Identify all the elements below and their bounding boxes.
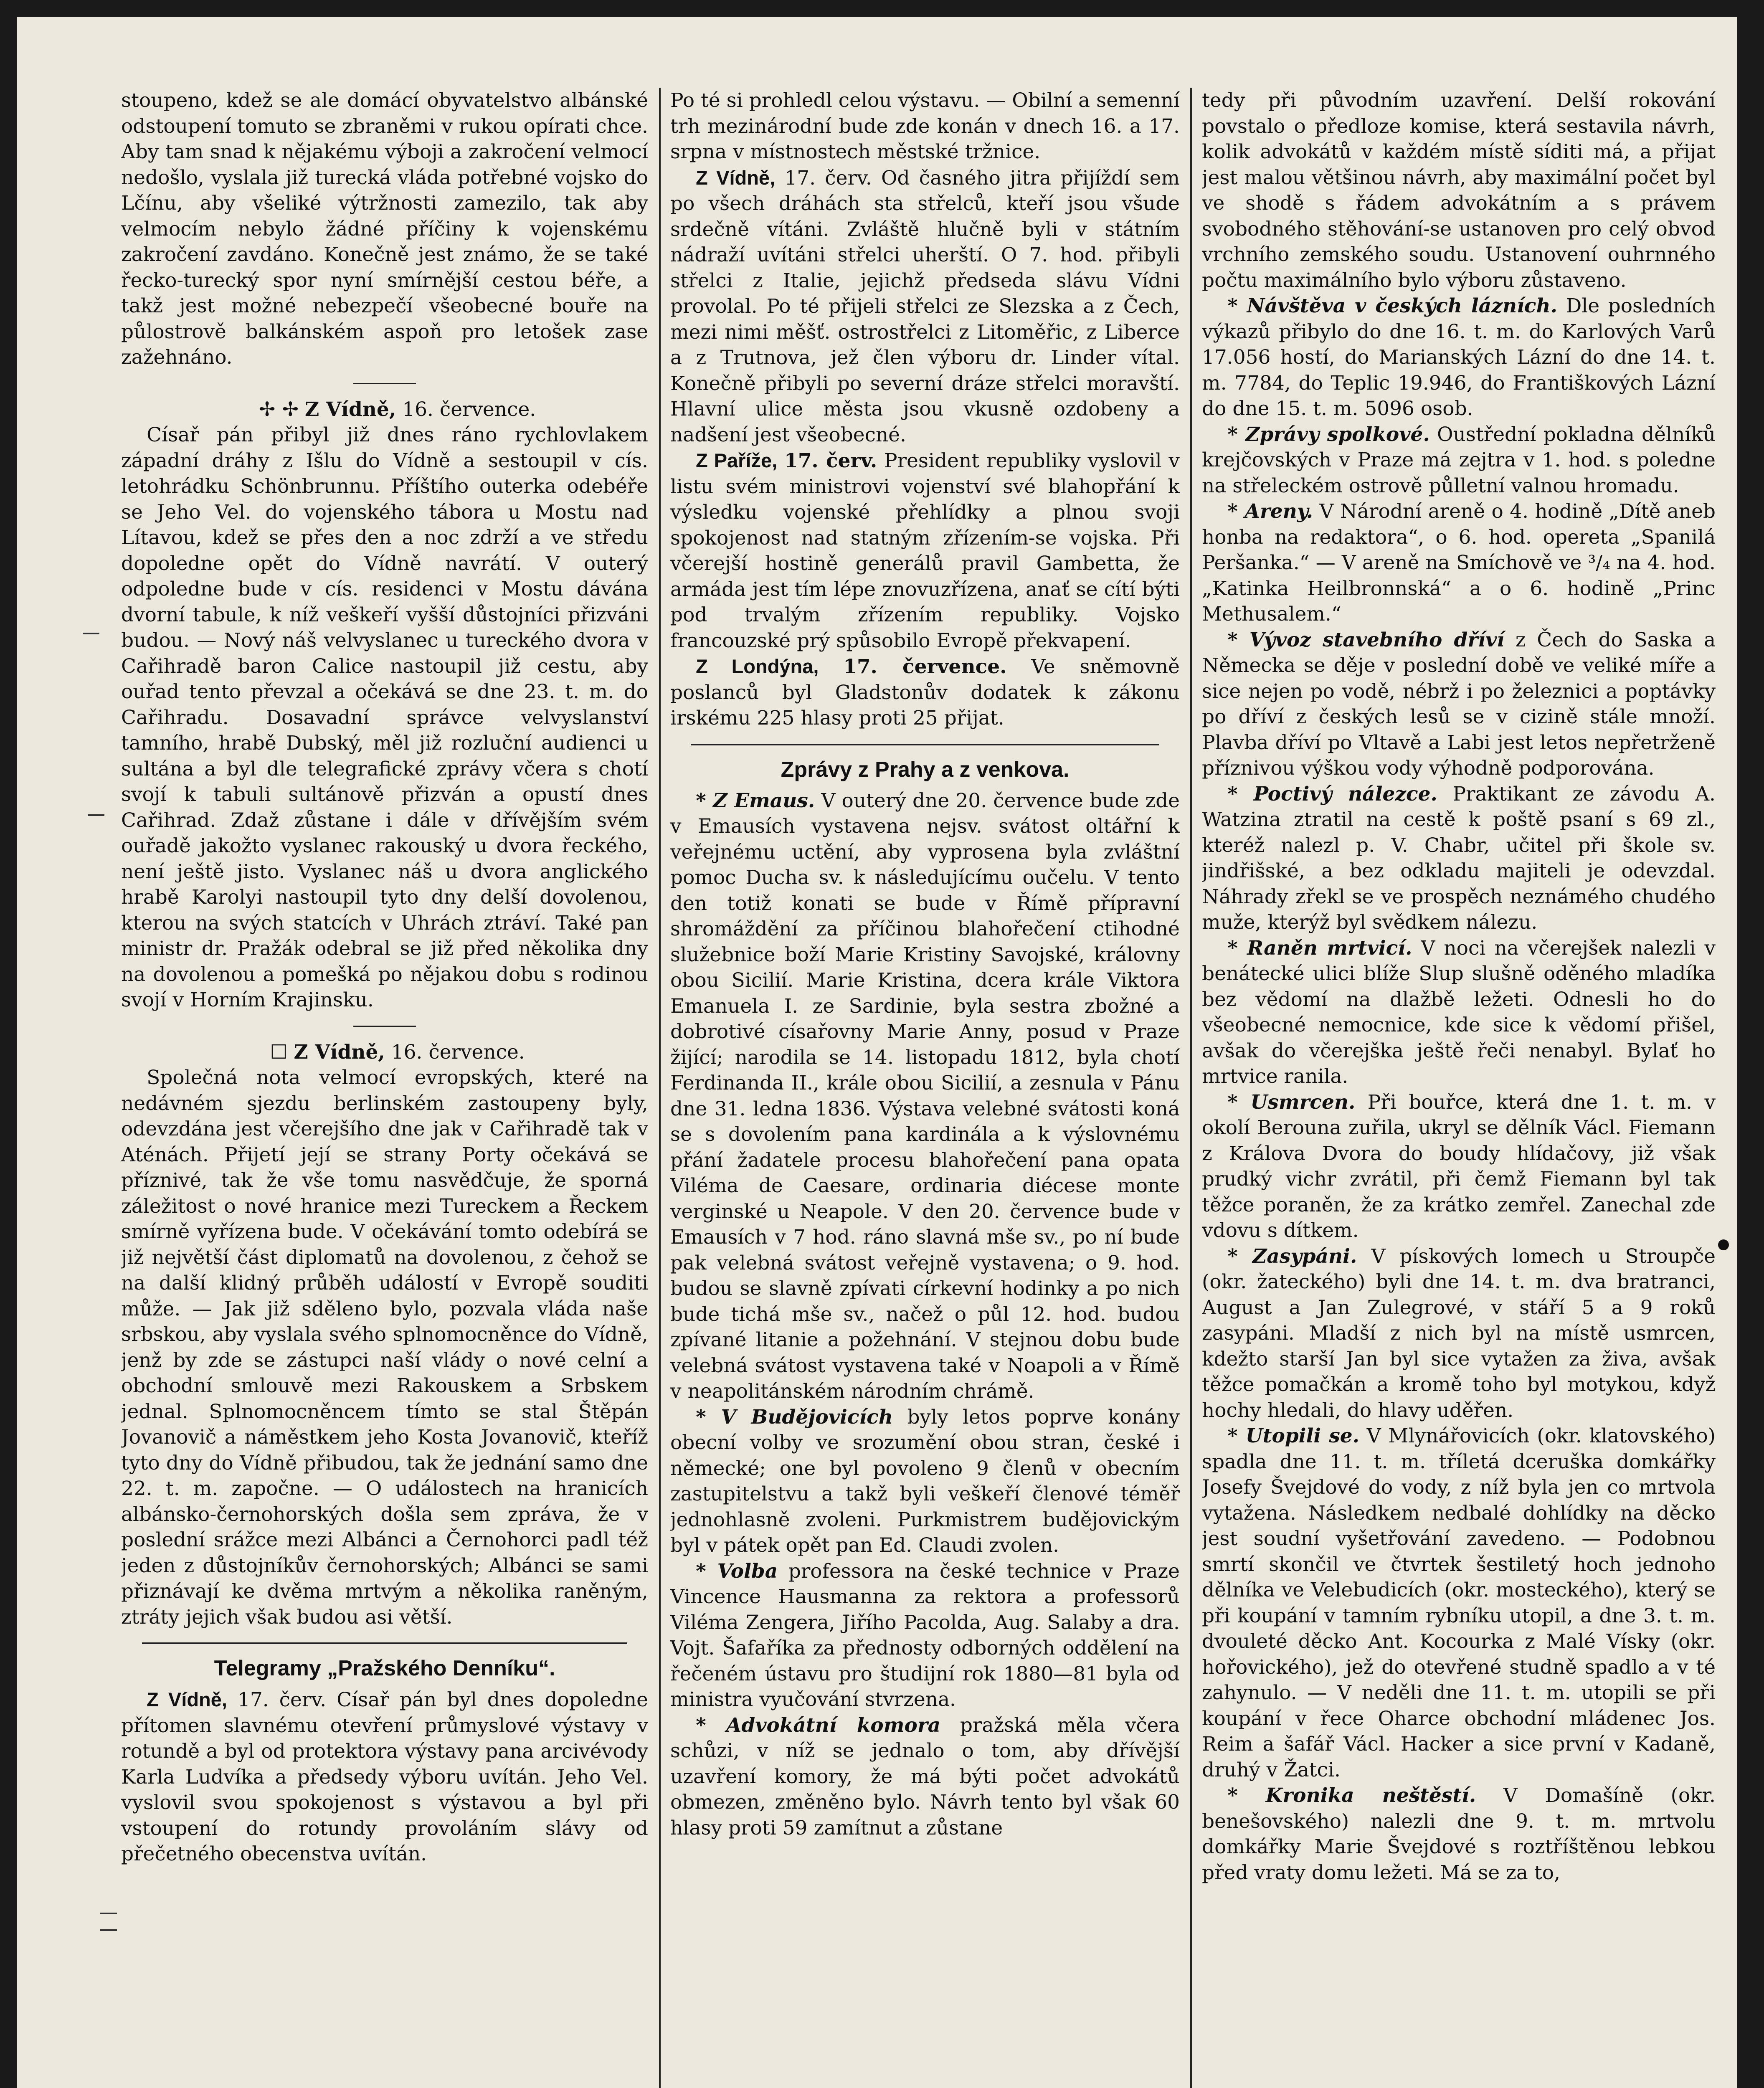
- item-title: * Utopili se.: [1227, 1424, 1360, 1447]
- dateline-date: 17. července.: [843, 655, 1007, 678]
- telegram-text: Od časného jitra přijíždí sem po všech dráhách sta střelců, kteří jsou všude srdečně vítáni. Zvláště hlučně byli v státním nádraží uvítáni střelci uherští. O 7. hod. přibyli střelci z Italie, jejichž předseda slávu Vídni provolal. Po té přijeli střelci ze Slezska a z Čech, mezi nimi měšť. ostrostřelci z Litoměřic, z Liberce a z Trutnova, jež člen výboru dr. Linder vítal. Konečně přibyli po severní dráze střelci moravští. Hlavní ulice města jsou vkusně ozdobeny a nadšení jest všeobecné.: [670, 166, 1180, 446]
- margin-mark: [83, 633, 99, 634]
- telegram-text: Císař pán byl dnes dopoledne přítomen slavnému otevření průmyslové výstavy v rotundě a byl od protektora výstavy pana arcivévody Karla Ludvíka a předsedy výboru uvítán. Jeho Vel. vyslovil svou spokojenost s výstavou a byl při vstoupení do rotundy provoláním slávy od přečetného obecenstva uvítán.: [121, 1688, 648, 1865]
- column-rule-left: [659, 88, 661, 2088]
- telegram: [670, 654, 1180, 731]
- item-text: V Mlynářovicích (okr. klatovského) spadla dne 11. t. m. tříletá dceruška domkářky Josefy Švejdové do vody, z níž byla jen co mrtvola vytažena. Následkem nedbalé dohlídky na děcko jest soudní vyšetřování zavedeno. — Podobnou smrtí skončil ve čtvrtek šestiletý hoch jednoho dělníka ve Velebudicích (okr. mosteckého), který se při koupání v tamním rybníku utopil, a dne 3. t. m. dvouleté děcko Ant. Kocourka z Malé Vísky (okr. hořovického), jež do otevřené studně spadlo a v té zahynulo. — V neděli dne 11. t. m. utopili se při koupání v řece Oharce obchodní mládenec Jos. Reim a šafář Václ. Hacker a sice první v Kadaně, druhý v Žatci.: [1202, 1424, 1716, 1781]
- item-text: V noci na včerejšek nalezli v benátecké ulici blíže Slup slušně oděného mladíka bez vědomí na dlažbě ležeti. Odnesli ho do všeobecné nemocnice, kde sice k vědomí přišel, avšak do včerejška ještě řeči nenabyl. Bylať ho mrtvice ranila.: [1202, 936, 1716, 1088]
- dateline-date: 17. červ.: [784, 166, 872, 190]
- telegram-text: Ve sněmovně poslanců byl Gladstonův dodatek k zákonu irskému 225 hlasy proti 25 přijat.: [670, 655, 1180, 730]
- item-text: z Čech do Saska a Německa se děje v poslední době ve veliké míře a sice nejen po vodě, nébrž i po železnici a poptávky po dříví z českých lesů se v cizině stále množí. Plavba dříví po Vltavě a Labi jest letos nepřetrženě příznivou výškou vody výhodně podporována.: [1202, 628, 1716, 780]
- news-text: Společná nota velmocí evropských, které na nedávném sjezdu berlinském zastoupeny byly, odevzdána jest včerejšího dne jak v Cařihradě tak v Aténách. Přijetí její se strany Porty očekává se příznivé, tak že vše tomu nasvědčuje, že sporná záležitost o nové hranice mezi Tureckem a Řeckem smírně vyřízena bude. V očekávání tomto odebírá se již největší část diplomatů na dovolenou, z čehož se na další klidný průběh událostí v Evropě souditi může. — Jak již sděleno bylo, pozvala vláda naše srbskou, aby vyslala svého splnomocněnce do Vídně, jenž by zde se zástupci naší vlády o nové celní a obchodní smlouvě mezi Rakouskem a Srbskem jednal. Splnomocněncem tímto se stal Štěpán Jovanovič a náměstkem jeho Kosta Jovanovič, kteříž tyto dny do Vídně přibudou, tak že jednání samo dne 22. t. m. započne. — O událostech na hranicích albánsko-černohorských došla sem zpráva, že v poslední srážce mezi Albánci a Černohorci padl též jeden z důstojníkův černohorských; Albánci se sami přiznávají ke dvěma mrtvým a několika raněným, ztráty jejich však budou asi větší.: [121, 1066, 648, 1629]
- item-title: * Areny.: [1227, 500, 1313, 523]
- cross-symbol: ✢ ✢: [259, 398, 299, 421]
- telegram: [121, 1687, 648, 1867]
- telegram-text: President republiky vyslovil v listu svém ministrovi vojenství své blahopřání k výsledku vojenské přehlídky a plnou svoji spokojenost nad statným zřízením-se vojska. Při včerejší hostině generálů pravil Gambetta, že armáda jest tím lépe znovuzřízena, anať se cítí býti pod trvalým zřízením republiky. Vojsko francouzské prý spůsobilo Evropě překvapení.: [670, 449, 1180, 652]
- scan-border: [1737, 0, 1764, 2088]
- margin-dot: [1718, 1239, 1729, 1250]
- column-3: [1202, 88, 1716, 2088]
- item-text: Oustřední pokladna dělníků krejčovských v Praze má zejtra v 1. hod. s poledne na střeleckém ostrově půlletní valnou hromadu.: [1202, 423, 1716, 497]
- local-item: [1202, 1423, 1716, 1783]
- item-title: * Z Emaus.: [696, 789, 815, 812]
- column-rule-right: [1190, 88, 1192, 2088]
- telegram-continuation: Po té si prohledl celou výstavu. — Obilní a semenní trh mezinárodní bude zde konán v dnech 16. a 17. srpna v místnostech městské tržnice.: [670, 89, 1180, 163]
- item-title: * V Budějovicích: [696, 1405, 893, 1429]
- item-title: * Kronika neštěstí.: [1227, 1784, 1476, 1807]
- separator: [353, 383, 416, 384]
- section-heading-local-news: Zprávy z Prahy a z venkova.: [781, 757, 1070, 782]
- local-item: [670, 788, 1180, 1404]
- news-dateline: [121, 397, 648, 423]
- item-text: Praktikant ze závodu A. Watzina ztratil na cestě k poště psaní s 69 zl., kteréž nalezl p. V. Chabr, učitel při škole sv. jindřišské, a bez odkladu majiteli je odevzdal. Náhrady zřekl se ve prospěch neznámého chudého muže, kterýž byl svědkem nálezu.: [1202, 782, 1716, 934]
- margin-mark: [100, 1913, 117, 1914]
- dateline-place: Z Londýna,: [696, 655, 819, 677]
- column-2: [670, 88, 1180, 2088]
- item-text: V Národní areně o 4. hodině „Dítě aneb honba na redaktora“, o 6. hod. opereta „Spanilá Peršanka.“ — V areně na Smíchově ve ³/₄ na 4. hod. „Katinka Heilbronnská“ a o 6. hodině „Princ Methusalem.“: [1202, 500, 1716, 626]
- dateline-date: 16. července.: [402, 398, 536, 421]
- local-item: [1202, 1090, 1716, 1244]
- item-title: * Poctivý nálezce.: [1227, 782, 1437, 806]
- item-title: * Raněn mrtvicí.: [1227, 936, 1412, 960]
- local-item: [670, 1558, 1180, 1713]
- local-item: [1202, 781, 1716, 935]
- item-text: V outerý dne 20. července bude zde v Emausích vystavena nejsv. svátost oltářní k veřejnému uctění, aby vyprosena byla zvláštní pomoc Ducha sv. k následujícímu oučelu. V tento den totiž konati se bude v Římě přípravní shromáždění za příčinou blahořečení ctihodné služebnice boží Marie Kristiny Savojské, královny obou Sicilií. Marie Kristina, dcera krále Viktora Emanuela I. ze Sardinie, byla sestra zbožné a dobrotivé císařovny Marie Anny, posud v Praze žijící; narodila se 14. listopadu 1812, byla chotí Ferdinanda II., krále obou Sicilií, a zesnula v Pánu dne 31. ledna 1836. Výstava velebné svátosti koná se s dovolením pana kardinála a k výslovnému přání žadatele procesu blahořečení pana opata Viléma de Caesare, ordinaria diécese monte verginské u Neapole. V den 20. července bude v Emausích v 7 hod. ráno slavná mše sv., po ní bude pak velebná svátost veřejně vystavena; o 9. hod. budou se slavně zpívati církevní hodinky a po nich bude tichá mše sv., načež o půl 12. hod. budou zpívané litanie a požehnání. V stejnou dobu bude velebná svátost vystavena také v Noapoli a v Římě v neapolitánském národním chrámě.: [670, 789, 1180, 1403]
- dateline-place: Z Vídně,: [294, 1040, 385, 1064]
- local-item: [670, 1713, 1180, 1841]
- telegram: [670, 448, 1180, 654]
- dateline-date: 17. červ.: [784, 449, 877, 472]
- separator: [691, 744, 1159, 745]
- margin-mark: [100, 1929, 117, 1931]
- separator: [353, 1026, 416, 1027]
- item-title: * Advokátní komora: [696, 1713, 941, 1737]
- dateline-date: 17. červ.: [237, 1688, 327, 1711]
- separator: [142, 1642, 627, 1644]
- local-item: [1202, 1244, 1716, 1424]
- local-item: [1202, 499, 1716, 627]
- local-item: [1202, 627, 1716, 781]
- margin-mark: [88, 814, 104, 816]
- local-item: [1202, 935, 1716, 1090]
- item-title: * Zasypáni.: [1227, 1244, 1357, 1268]
- item-text: V Domašíně (okr. benešovského) nalezli dne 9. t. m. mrtvolu domkářky Marie Švejdové s roztříštěnou lebkou před vraty domu ležeti. Má se za to,: [1202, 1784, 1716, 1884]
- article-continuation: stoupeno, kdež se ale domácí obyvatelstvo albánské odstoupení tomuto se zbraněmi v rukou opírati chce. Aby tam snad k nějakému výboji a zakročení velmocí nedošlo, vyslala již turecká vláda potřebné vojsko do Lčínu, aby všeliké výtržnosti zamezilo, tak aby velmocím nebylo žádné příčiny k vojenskému zakročení zavdáno. Konečně jest známo, že se také řecko-turecký spor nyní smírnější cestou béře, a takž jest možné nebezpečí všeobecné bouře na půlostrově balkánském aspoň pro letošek zase zažehnáno.: [121, 89, 648, 369]
- column-1: [121, 88, 648, 2088]
- item-text: byly letos poprve konány obecní volby ve srozumění obou stran, české i německé; one byl povoleno 9 členů v obecním zastupitelstvu a takž byli veškeří členové téměř jednohlasně zvoleni. Purkmistrem budějovickým byl v pátek opět pan Ed. Claudi zvolen.: [670, 1405, 1180, 1557]
- local-item: [670, 1404, 1180, 1558]
- item-title: * Volba: [696, 1559, 778, 1583]
- item-title: * Návštěva v českých lázních.: [1227, 294, 1558, 317]
- dateline-date: 16. července.: [391, 1040, 525, 1064]
- item-text: V pískových lomech u Stroupče (okr. žateckého) byli dne 14. t. m. dva bratranci, August a Jan Zulegrové, v stáří 5 a 9 roků zasypáni. Mladší z nich byl na místě usmrcen, kdežto starší Jan byl sice vytažen za živa, avšak těžce pomačkán a kromě toho byl motykou, když hochy hledali, do hlavy uděřen.: [1202, 1244, 1716, 1422]
- dateline-place: Z Vídně,: [696, 166, 776, 189]
- newspaper-page: [17, 17, 1737, 2088]
- local-item: [1202, 1783, 1716, 1885]
- item-title: * Zprávy spolkové.: [1227, 423, 1430, 446]
- section-heading-telegrams: Telegramy „Pražského Denníku“.: [214, 1656, 555, 1680]
- item-title: * Usmrcen.: [1227, 1090, 1356, 1114]
- dateline-place: Z Vídně,: [304, 398, 396, 421]
- dateline-place: Z Paříže,: [696, 449, 778, 471]
- news-text: Císař pán přibyl již dnes ráno rychlovlakem západní dráhy z Išlu do Vídně a sestoupil v cís. letohrádku Schönbrunnu. Příštího outerka odebéře se Jeho Vel. do vojenského tábora u Mostu nad Lítavou, kdež se přes den a noc zdrží a ve středu dopoledne opět do Vídně navrátí. V outerý odpoledne bude v cís. residenci v Mostu dávána dvorní tabule, k níž veškeří vyšší důstojníci přizváni budou. — Nový náš velvyslanec u tureckého dvora v Cařihradě baron Calice nastoupil již cestu, aby ouřad tento převzal a očekává se dne 23. t. m. do Cařihradu. Dosavadní správce velvyslanství tamního, hrabě Dubský, měl již rozluční audienci u sultána a byl dle telegrafické zprávy včera s chotí svojí k tabuli sultánově přizván a opustí dnes Cařihrad. Zdaž zůstane i dále v dřívějším svém ouřadě jakožto vyslanec rakouský u dvora řeckého, není ještě jisto. Vyslanec náš u dvora anglického hrabě Karolyi nastoupil tyto dny delší dovolenou, kterou na svých statcích v Uhrách ztráví. Také pan ministr dr. Pražák odebral se již před několika dny na dovolenou a pomešká po nějakou dobu s rodinou svojí v Horním Krajinsku.: [121, 423, 648, 1011]
- item-continuation: tedy při původním uzavření. Delší rokování povstalo o předloze komise, která sestavila návrh, kolik advokátů v každém místě síditi má, a přijat jest malou většinou návrh, aby maximální počet byl ve shodě s řádem advokátním a s právem svobodného stěhování-se ustanoven pro celý obvod vrchního zemského soudu. Ustanovení ouhrnného počtu maximálního bylo výboru zůstaveno.: [1202, 89, 1716, 292]
- local-item: [1202, 422, 1716, 499]
- item-text: pražská měla včera schůzi, v níž se jednalo o tom, aby dřívější uzavření komory, že má býti počet advokátů obmezen, změněno bylo. Návrh tento byl však 60 hlasy proti 59 zamítnut a zůstane: [670, 1713, 1180, 1840]
- telegram: [670, 165, 1180, 448]
- item-text: Při bouřce, která dne 1. t. m. v okolí Berouna zuřila, ukryl se dělník Václ. Fiemann z Králova Dvora do boudy hlídačovy, již však prudký vichr zvrátil, při čemž Fiemann byl tak těžce poraněn, že za krátko zemřel. Zanechal zde vdovu s dítkem.: [1202, 1090, 1716, 1242]
- item-text: Dle posledních výkazů přibylo do dne 16. t. m. do Karlových Varů 17.056 hostí, do Marianských Lázní do dne 14. t. m. 7784, do Teplic 19.946, do Františkových Lázní do dne 15. t. m. 5096 osob.: [1202, 294, 1716, 420]
- news-dateline: [121, 1039, 648, 1065]
- local-item: [1202, 293, 1716, 422]
- square-symbol: ☐: [270, 1040, 288, 1064]
- item-text: professora na české technice v Praze Vincence Hausmanna za rektora a professorů Viléma Zengera, Jiřího Pacolda, Aug. Salaby a dra. Vojt. Šafaříka za přednosty odborných oddělení na řečeném ústavu pro študijní rok 1880—81 byla od ministra vyučování stvrzena.: [670, 1559, 1180, 1711]
- item-title: * Vývoz stavebního dříví: [1227, 628, 1505, 651]
- dateline-place: Z Vídně,: [147, 1688, 227, 1710]
